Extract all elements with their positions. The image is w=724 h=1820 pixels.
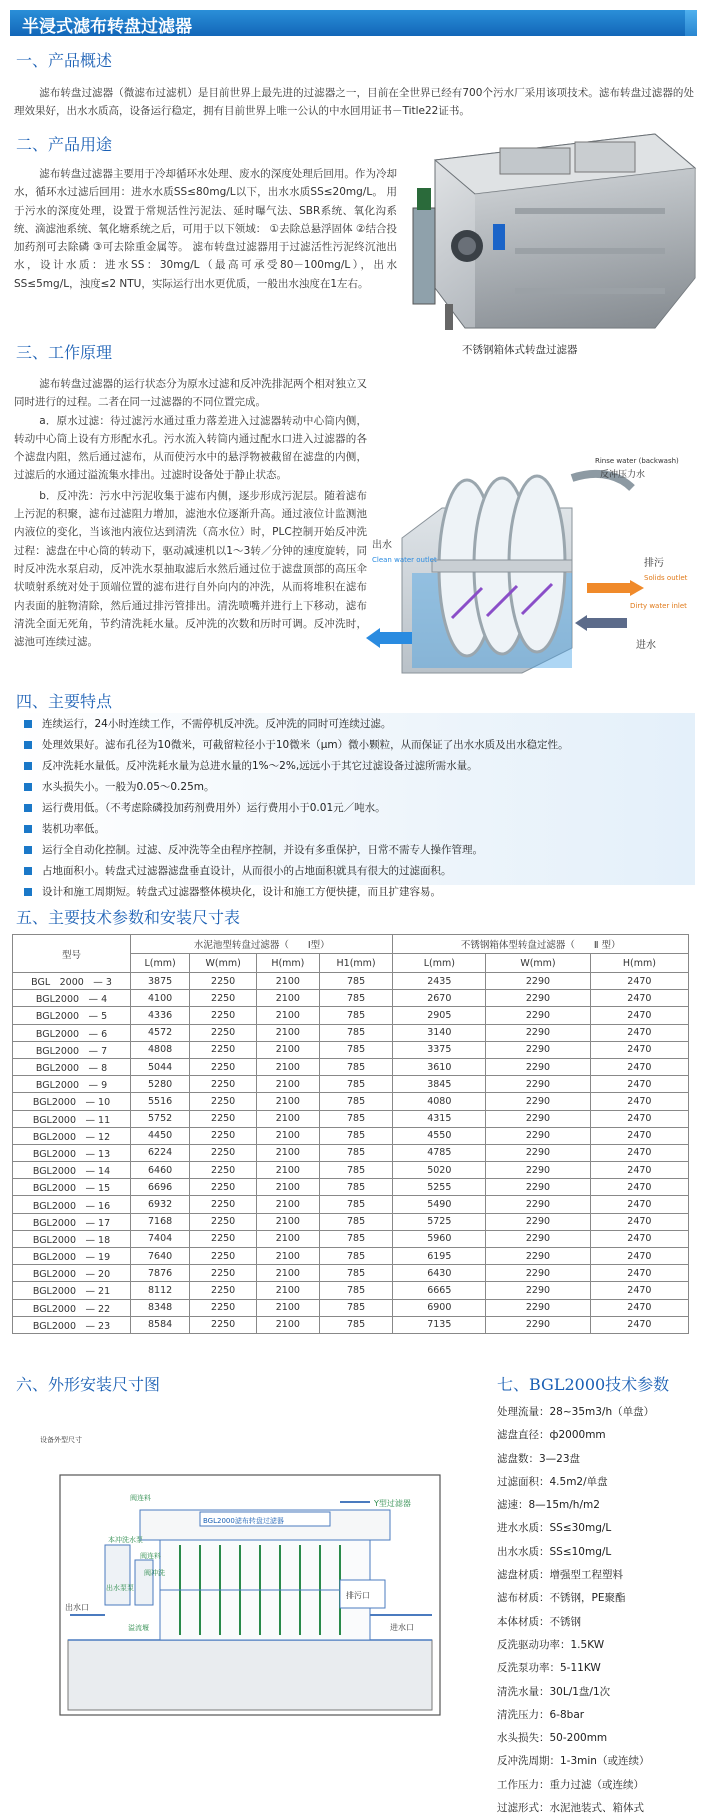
value-cell: 5490: [393, 1196, 486, 1213]
model-cell: BGL2000 — 5: [13, 1007, 131, 1024]
param-item: 过滤形式：水泥池装式、箱体式: [497, 1802, 644, 1815]
value-cell: 2290: [486, 1041, 591, 1058]
value-cell: 785: [319, 1007, 393, 1024]
value-cell: 2100: [257, 1282, 320, 1299]
table-row: [13, 1076, 689, 1093]
value-cell: 5960: [393, 1230, 486, 1247]
value-cell: 2100: [257, 1265, 320, 1282]
value-cell: 5752: [131, 1110, 190, 1127]
bullet-icon: [24, 888, 32, 896]
table-row: [13, 1024, 689, 1041]
col-header: L(mm): [131, 954, 190, 973]
value-cell: 2250: [190, 1230, 257, 1247]
bullet-icon: [24, 804, 32, 812]
inlet-cn-label: 进水: [636, 640, 656, 651]
value-cell: 785: [319, 1299, 393, 1316]
value-cell: 2100: [257, 1316, 320, 1333]
value-cell: 4550: [393, 1127, 486, 1144]
value-cell: 785: [319, 1196, 393, 1213]
value-cell: 2290: [486, 1179, 591, 1196]
value-cell: 2290: [486, 1024, 591, 1041]
value-cell: 2250: [190, 1299, 257, 1316]
value-cell: 6932: [131, 1196, 190, 1213]
param-item: 清洗水量：30L/1盘/1次: [497, 1685, 611, 1698]
group1-header: 水泥池型转盘过滤器（ Ⅰ型）: [131, 935, 393, 954]
value-cell: 5044: [131, 1058, 190, 1075]
table-row: [13, 990, 689, 1007]
section-3-filtration: a．原水过滤：待过滤污水通过重力落差进入过滤器转动中心筒内侧，转动中心筒上设有方形配水孔。污水流入转筒内通过配水口进入过滤器的各个滤盘内阻，然后通过滤布，从而使污水中的悬浮物被截留在滤盘的内侧，过滤后的水通过溢流集水排出。过滤时设备处于静止状态。: [14, 414, 367, 482]
model-cell: BGL2000 — 10: [13, 1093, 131, 1110]
value-cell: 2290: [486, 1162, 591, 1179]
value-cell: 785: [319, 1093, 393, 1110]
model-cell: BGL2000 — 15: [13, 1179, 131, 1196]
value-cell: 2250: [190, 990, 257, 1007]
value-cell: 2470: [590, 1196, 688, 1213]
value-cell: 2100: [257, 1110, 320, 1127]
drain-pump-label: 出水泵泵: [106, 1584, 134, 1592]
model-cell: BGL2000 — 6: [13, 1024, 131, 1041]
value-cell: 5725: [393, 1213, 486, 1230]
model-cell: BGL2000 — 23: [13, 1316, 131, 1333]
value-cell: 2100: [257, 1127, 320, 1144]
value-cell: 2290: [486, 990, 591, 1007]
model-cell: BGL 2000 — 3: [13, 973, 131, 990]
value-cell: 2470: [590, 1265, 688, 1282]
page-title-bar: [10, 10, 685, 36]
value-cell: 2100: [257, 1041, 320, 1058]
value-cell: 2250: [190, 1248, 257, 1265]
value-cell: 5516: [131, 1093, 190, 1110]
section-7-title: 七、BGL2000技术参数: [497, 1375, 670, 1394]
value-cell: 2250: [190, 1162, 257, 1179]
section-5-title: 五、主要技术参数和安装尺寸表: [16, 908, 241, 927]
y-filter-label: Y型过滤器: [374, 1499, 411, 1508]
value-cell: 785: [319, 1230, 393, 1247]
col-header: H1(mm): [319, 954, 393, 973]
value-cell: 6224: [131, 1144, 190, 1161]
value-cell: 6430: [393, 1265, 486, 1282]
param-item: 滤速：8—15m/h/m2: [497, 1499, 600, 1512]
table-row: [13, 1144, 689, 1161]
value-cell: 785: [319, 1041, 393, 1058]
value-cell: 785: [319, 1213, 393, 1230]
section-2-text: 滤布转盘过滤器主要用于冷却循环水处理、废水的深度处理后回用。作为冷却水，循环水过滤后回用：进水水质SS≤80mg/L以下，出水水质SS≤20mg/L。 用于污水的深度处理，设置于常规活性污泥法、延时曝气法、SBR系统、氧化沟系统、滴滤池系统、氧化塘系统之后，可用于以下领域： ①去除总悬浮固体 ②结合投加药剂可去除磷 ③可去除重金属等。 滤布转盘过滤器用于过滤活性污泥终沉池出水，设计水质：进水SS：30mg/L（最高可承受80－100mg/L），出水SS≤5mg/L，浊度≤2 NTU，实际运行出水更优质，一般出水浊度在1左右。: [14, 168, 397, 290]
sludge-cn-label: 排污: [644, 558, 664, 569]
value-cell: 785: [319, 973, 393, 990]
feature-item: 占地面积小。转盘式过滤器滤盘垂直设计，从而很小的占地面积就具有很大的过滤面积。: [22, 861, 702, 882]
bullet-icon: [24, 867, 32, 875]
value-cell: 2250: [190, 1093, 257, 1110]
value-cell: 4785: [393, 1144, 486, 1161]
section-3-intro: 滤布转盘过滤器的运行状态分为原水过滤和反冲洗排泥两个相对独立又同时进行的过程。二者在同一过滤器的不同位置完成。: [14, 378, 367, 409]
param-item: 反冲洗周期：1-3min（或连续）: [497, 1755, 650, 1768]
section-6-title: 六、外形安装尺寸图: [16, 1375, 161, 1394]
value-cell: 2250: [190, 1007, 257, 1024]
value-cell: 2250: [190, 1316, 257, 1333]
value-cell: 2100: [257, 1144, 320, 1161]
value-cell: 7168: [131, 1213, 190, 1230]
value-cell: 2250: [190, 1144, 257, 1161]
value-cell: 2100: [257, 1196, 320, 1213]
value-cell: 2470: [590, 1058, 688, 1075]
value-cell: 3845: [393, 1076, 486, 1093]
value-cell: 2250: [190, 1127, 257, 1144]
value-cell: 2470: [590, 1024, 688, 1041]
value-cell: 2470: [590, 1316, 688, 1333]
table-row: [13, 1299, 689, 1316]
value-cell: 785: [319, 990, 393, 1007]
col-header: H(mm): [257, 954, 320, 973]
value-cell: 2290: [486, 1316, 591, 1333]
table-row: [13, 1316, 689, 1333]
feature-item: 连续运行，24小时连续工作，不需停机反冲洗。反冲洗的同时可连续过滤。: [22, 714, 702, 735]
outlet-label: 出水口: [65, 1603, 89, 1612]
value-cell: 2290: [486, 1144, 591, 1161]
value-cell: 2100: [257, 1162, 320, 1179]
value-cell: 2470: [590, 1213, 688, 1230]
value-cell: 2290: [486, 1058, 591, 1075]
value-cell: 2250: [190, 1024, 257, 1041]
value-cell: 2290: [486, 1282, 591, 1299]
model-header: 型号: [13, 935, 131, 973]
value-cell: 2470: [590, 990, 688, 1007]
value-cell: 3140: [393, 1024, 486, 1041]
value-cell: 4100: [131, 990, 190, 1007]
model-cell: BGL2000 — 8: [13, 1058, 131, 1075]
value-cell: 2290: [486, 1230, 591, 1247]
table-row: [13, 1162, 689, 1179]
table-row: [13, 1041, 689, 1058]
feature-item: 反冲洗耗水量低。反冲洗耗水量为总进水量的1%～2%,远远小于其它过滤设备过滤所需水量。: [22, 756, 702, 777]
value-cell: 785: [319, 1282, 393, 1299]
spec-table-body: [13, 973, 689, 1334]
param-item: 进水水质：SS≤30mg/L: [497, 1522, 612, 1535]
value-cell: 2100: [257, 1007, 320, 1024]
value-cell: 2250: [190, 973, 257, 990]
value-cell: 2290: [486, 1093, 591, 1110]
value-cell: 2470: [590, 1179, 688, 1196]
value-cell: 2470: [590, 1093, 688, 1110]
value-cell: 2470: [590, 1041, 688, 1058]
value-cell: 785: [319, 1316, 393, 1333]
table-row: [13, 1282, 689, 1299]
section-2-title: 二、产品用途: [16, 135, 113, 154]
section-1-text: 滤布转盘过滤器（微滤布过滤机）是目前世界上最先进的过滤器之一，目前在全世界已经有700个污水厂采用该项技术。滤布转盘过滤器的处理效果好，出水水质高，设备运行稳定，拥有目前世界上唯一公认的中水回用证书－Title22证书。: [14, 87, 694, 118]
value-cell: 785: [319, 1076, 393, 1093]
feature-item: 装机功率低。: [22, 819, 702, 840]
value-cell: 2670: [393, 990, 486, 1007]
param-item: 滤盘数：3—23盘: [497, 1452, 581, 1465]
value-cell: 2290: [486, 1196, 591, 1213]
table-row: [13, 1110, 689, 1127]
param-item: 清洗压力：6-8bar: [497, 1708, 585, 1721]
model-cell: BGL2000 — 16: [13, 1196, 131, 1213]
model-cell: BGL2000 — 19: [13, 1248, 131, 1265]
value-cell: 2250: [190, 1110, 257, 1127]
valve-label-2: 阀连料: [140, 1552, 161, 1560]
feature-item: 运行费用低。（不考虑除磷投加药剂费用外）运行费用小于0.01元／吨水。: [22, 798, 702, 819]
value-cell: 4572: [131, 1024, 190, 1041]
value-cell: 2100: [257, 1076, 320, 1093]
value-cell: 2435: [393, 973, 486, 990]
section-3-backwash: b．反冲洗：污水中污泥收集于滤布内侧，逐步形成污泥层。随着滤布上污泥的积聚，滤布过滤阻力增加，滤池水位逐渐升高。通过液位计监测池内液位的变化，当该池内液位达到清洗（高水位）时，PLC控制开始反冲洗过程：滤盘在中心筒的转动下，驱动减速机以1～3转／分钟的速度旋转，同时反冲洗水泵启动，反冲洗水泵抽取滤后水然后通过位于滤盘顶部的高压伞状喷射系统对处于顶端位置的滤布进行自外向内的冲洗，从而将堆积在滤布内表面的脏物清除，然后通过排污管排出。清洗喷嘴并进行上下移动，滤布清洗全面无死角，节约清洗耗水量。反冲洗的次数和历时可调。反冲洗时，滤池可连续过滤。: [14, 489, 367, 649]
bullet-icon: [24, 762, 32, 770]
feature-item: 设计和施工周期短。转盘式过滤器整体模块化，设计和施工方便快捷，而且扩建容易。: [22, 882, 702, 903]
value-cell: 2470: [590, 1230, 688, 1247]
model-cell: BGL2000 — 11: [13, 1110, 131, 1127]
value-cell: 6900: [393, 1299, 486, 1316]
model-cell: BGL2000 — 13: [13, 1144, 131, 1161]
param-item: 水头损失：50-200mm: [497, 1732, 608, 1745]
value-cell: 785: [319, 1024, 393, 1041]
model-cell: BGL2000 — 4: [13, 990, 131, 1007]
value-cell: 785: [319, 1144, 393, 1161]
model-cell: BGL2000 — 9: [13, 1076, 131, 1093]
sludge-outlet-label: 排污口: [346, 1591, 370, 1600]
outlet-cn-label: 出水: [372, 540, 392, 551]
value-cell: 8348: [131, 1299, 190, 1316]
value-cell: 4450: [131, 1127, 190, 1144]
table-row: [13, 973, 689, 990]
dirty-en-label: Dirty water inlet: [630, 602, 687, 610]
value-cell: 7404: [131, 1230, 190, 1247]
photo-caption: 不锈钢箱体式转盘过滤器: [462, 344, 578, 356]
inlet-label: 进水口: [390, 1623, 414, 1632]
drawing-title: 设备外型尺寸: [40, 1436, 82, 1444]
value-cell: 5255: [393, 1179, 486, 1196]
value-cell: 2290: [486, 1299, 591, 1316]
table-row: [13, 1213, 689, 1230]
bgl-params-list: [497, 1401, 702, 1820]
table-row: [13, 1058, 689, 1075]
value-cell: 8112: [131, 1282, 190, 1299]
drawing-nameplate: BGL2000滤布转盘过滤器: [203, 1517, 284, 1525]
model-cell: BGL2000 — 20: [13, 1265, 131, 1282]
value-cell: 2470: [590, 1110, 688, 1127]
table-row: [13, 1007, 689, 1024]
value-cell: 3375: [393, 1041, 486, 1058]
value-cell: 2470: [590, 973, 688, 990]
model-cell: BGL2000 — 22: [13, 1299, 131, 1316]
model-cell: BGL2000 — 7: [13, 1041, 131, 1058]
value-cell: 2290: [486, 1076, 591, 1093]
value-cell: 7876: [131, 1265, 190, 1282]
model-cell: BGL2000 — 21: [13, 1282, 131, 1299]
value-cell: 2100: [257, 990, 320, 1007]
value-cell: 6665: [393, 1282, 486, 1299]
value-cell: 4315: [393, 1110, 486, 1127]
param-item: 滤盘直径：ф2000mm: [497, 1429, 606, 1442]
value-cell: 785: [319, 1248, 393, 1265]
value-cell: 2100: [257, 1093, 320, 1110]
model-cell: BGL2000 — 14: [13, 1162, 131, 1179]
section-3-title: 三、工作原理: [16, 343, 113, 362]
value-cell: 2470: [590, 1162, 688, 1179]
value-cell: 2290: [486, 973, 591, 990]
table-row: [13, 1265, 689, 1282]
value-cell: 785: [319, 1179, 393, 1196]
model-cell: BGL2000 — 17: [13, 1213, 131, 1230]
param-item: 反洗泵功率：5-11KW: [497, 1662, 601, 1675]
value-cell: 2470: [590, 1127, 688, 1144]
table-row: [13, 1127, 689, 1144]
group2-header: 不锈钢箱体型转盘过滤器（ Ⅱ 型）: [393, 935, 689, 954]
value-cell: 2290: [486, 1213, 591, 1230]
value-cell: 2100: [257, 1248, 320, 1265]
value-cell: 2100: [257, 1024, 320, 1041]
value-cell: 2100: [257, 1213, 320, 1230]
bullet-icon: [24, 783, 32, 791]
table-row: [13, 1230, 689, 1247]
model-cell: BGL2000 — 18: [13, 1230, 131, 1247]
clean-en-label: Clean water outlet: [372, 556, 437, 564]
value-cell: 2470: [590, 1144, 688, 1161]
param-item: 处理流量：28~35m3/h（单盘）: [497, 1406, 655, 1418]
value-cell: 2100: [257, 1230, 320, 1247]
bullet-icon: [24, 825, 32, 833]
param-item: 滤盘材质：增强型工程塑料: [497, 1569, 623, 1582]
col-header: W(mm): [190, 954, 257, 973]
value-cell: 2470: [590, 1248, 688, 1265]
value-cell: 6195: [393, 1248, 486, 1265]
param-item: 本体材质：不锈钢: [497, 1615, 581, 1628]
value-cell: 2100: [257, 1179, 320, 1196]
value-cell: 785: [319, 1265, 393, 1282]
value-cell: 8584: [131, 1316, 190, 1333]
value-cell: 2100: [257, 1058, 320, 1075]
table-row: [13, 1093, 689, 1110]
value-cell: 2290: [486, 1248, 591, 1265]
value-cell: 4336: [131, 1007, 190, 1024]
features-list: [22, 714, 702, 903]
param-item: 出水水质：SS≤10mg/L: [497, 1545, 612, 1558]
table-row: [13, 1196, 689, 1213]
value-cell: 2290: [486, 1127, 591, 1144]
rinse-en-label: Rinse water (backwash): [595, 457, 679, 465]
param-item: 滤布材质：不锈钢，PE聚酯: [497, 1592, 626, 1605]
col-header: L(mm): [393, 954, 486, 973]
value-cell: 2100: [257, 973, 320, 990]
sludge-en-label: Solids outlet: [644, 574, 688, 582]
value-cell: 785: [319, 1127, 393, 1144]
value-cell: 6696: [131, 1179, 190, 1196]
rinse-cn-label: 反冲压力水: [600, 470, 646, 480]
param-item: 反洗驱动功率：1.5KW: [497, 1638, 605, 1651]
feature-item: 水头损失小。一般为0.05～0.25m。: [22, 777, 702, 798]
value-cell: 2250: [190, 1213, 257, 1230]
param-item: 工作压力：重力过滤（或连续）: [497, 1778, 644, 1791]
section-3-text: [14, 375, 367, 651]
pump-label-1: 本冲洗水泵: [108, 1536, 143, 1544]
value-cell: 6460: [131, 1162, 190, 1179]
value-cell: 2100: [257, 1299, 320, 1316]
feature-item: 运行全自动化控制。过滤、反冲洗等全由程序控制，并设有多重保护，日常不需专人操作管理。: [22, 840, 702, 861]
value-cell: 2470: [590, 1299, 688, 1316]
section-4-title: 四、主要特点: [16, 692, 113, 711]
col-header: W(mm): [486, 954, 591, 973]
param-item: 过滤面积：4.5m2/单盘: [497, 1475, 608, 1488]
model-cell: BGL2000 — 12: [13, 1127, 131, 1144]
bullet-icon: [24, 720, 32, 728]
value-cell: 2250: [190, 1041, 257, 1058]
section-1-title: 一、产品概述: [16, 51, 113, 70]
spec-table: [12, 934, 689, 1334]
table-row: [13, 1248, 689, 1265]
weir-label: 溢流堰: [128, 1624, 149, 1632]
value-cell: 7640: [131, 1248, 190, 1265]
value-cell: 5280: [131, 1076, 190, 1093]
stainless-filter-photo: [405, 128, 705, 338]
value-cell: 2250: [190, 1179, 257, 1196]
value-cell: 3610: [393, 1058, 486, 1075]
installation-drawing: [40, 1430, 460, 1735]
value-cell: 2290: [486, 1007, 591, 1024]
feature-item: 处理效果好。滤布孔径为10微米，可截留粒径小于10微米（μm）微小颗粒，从而保证了出水水质及出水稳定性。: [22, 735, 702, 756]
value-cell: 2250: [190, 1058, 257, 1075]
page-title: 半浸式滤布转盘过滤器: [22, 17, 192, 37]
value-cell: 2250: [190, 1076, 257, 1093]
bullet-icon: [24, 846, 32, 854]
table-row: [13, 1179, 689, 1196]
value-cell: 785: [319, 1110, 393, 1127]
value-cell: 785: [319, 1162, 393, 1179]
value-cell: 3875: [131, 973, 190, 990]
title-bar-accent: [685, 10, 697, 36]
value-cell: 2250: [190, 1196, 257, 1213]
value-cell: 2470: [590, 1076, 688, 1093]
bullet-icon: [24, 741, 32, 749]
col-header: H(mm): [590, 954, 688, 973]
working-principle-diagram: [372, 448, 702, 678]
value-cell: 2290: [486, 1110, 591, 1127]
pump-label-2: 阀冲洗: [144, 1569, 165, 1577]
value-cell: 5020: [393, 1162, 486, 1179]
value-cell: 4080: [393, 1093, 486, 1110]
value-cell: 785: [319, 1058, 393, 1075]
value-cell: 4808: [131, 1041, 190, 1058]
value-cell: 2250: [190, 1265, 257, 1282]
value-cell: 2470: [590, 1007, 688, 1024]
value-cell: 2470: [590, 1282, 688, 1299]
value-cell: 2905: [393, 1007, 486, 1024]
value-cell: 7135: [393, 1316, 486, 1333]
valve-label-1: 阀连料: [130, 1494, 151, 1502]
value-cell: 2250: [190, 1282, 257, 1299]
value-cell: 2290: [486, 1265, 591, 1282]
